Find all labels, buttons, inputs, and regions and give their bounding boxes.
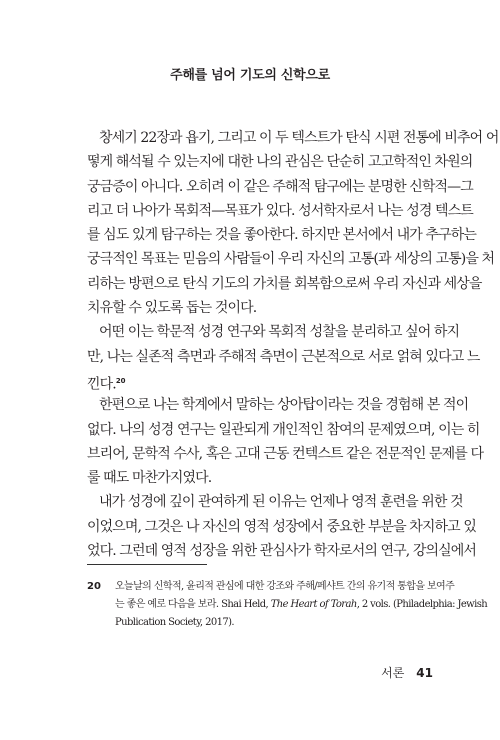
text-line-with-footnote xyxy=(87,369,432,393)
text-line: 리하는 방편으로 탄식 기도의 가치를 회복함으로써 우리 자신과 세상을 xyxy=(87,275,482,292)
text-line: 룰 때도 마찬가지였다. xyxy=(87,470,212,487)
footnote-line-start: 는 좋은 예로 다음을 보라. Shai Held, xyxy=(115,599,271,610)
footnote-divider xyxy=(87,564,207,565)
text-line: 리고 더 나아가 목회적—목표가 있다. 성서학자로서 나는 성경 텍스트 xyxy=(87,202,473,219)
main-text xyxy=(87,126,499,563)
text-line: 치유할 수 있도록 돕는 것이다. xyxy=(87,300,257,317)
text-line: 어떤 이는 학문적 성경 연구와 목회적 성찰을 분리하고 싶어 하지 xyxy=(99,324,460,341)
running-title: 주해를 넘어 기도의 신학으로 xyxy=(170,68,330,83)
text-line: 궁금증이 아니다. 오히려 이 같은 주해적 탐구에는 분명한 신학적—그 xyxy=(87,178,473,195)
text-line: 었다. 그런데 영적 성장을 위한 관심사가 학자로서의 연구, 강의실에서 xyxy=(87,543,476,560)
page-footer xyxy=(0,664,433,681)
text-line: 낀다. xyxy=(87,376,116,393)
section-name: 서론 xyxy=(381,666,405,680)
text-line: 창세기 22장과 욥기, 그리고 이 두 텍스트가 탄식 시편 전통에 비추어 어 xyxy=(99,130,499,146)
footnote-line: Publication Society, 2017). xyxy=(115,617,235,628)
book-title: The Heart of Torah xyxy=(270,599,357,610)
text-line: 브리어, 문학적 수사, 혹은 고대 근동 컨텍스트 같은 전문적인 문제를 다 xyxy=(87,445,484,462)
text-line: 떻게 해석될 수 있는지에 대한 나의 관심은 단순히 고고학적인 차원의 xyxy=(87,154,473,171)
page-number: 41 xyxy=(416,666,433,680)
text-line: 내가 성경에 깊이 관여하게 된 이유는 언제나 영적 훈련을 위한 것 xyxy=(99,494,463,511)
text-line: 없다. 나의 성경 연구는 일관되게 개인적인 참여의 문제였으며, 이는 히 xyxy=(87,421,480,438)
text-line: 궁극적인 목표는 믿음의 사람들이 우리 자신의 고통(과 세상의 고통)을 처 xyxy=(87,251,495,268)
footnote-line-end: , 2 vols. (Philadelphia: Jewish xyxy=(356,599,488,610)
text-line: 한편으로 나는 학계에서 말하는 상아탑이라는 것을 경험해 본 적이 xyxy=(99,397,469,414)
footnote-line xyxy=(115,596,488,614)
footnote-line: 오늘날의 신학적, 윤리적 관심에 대한 강조와 주해/페샤트 간의 유기적 통합을 보여주 xyxy=(115,581,455,592)
text-line: 만, 나는 실존적 측면과 주해적 측면이 근본적으로 서로 얽혀 있다고 느 xyxy=(87,348,480,365)
text-line: 를 심도 있게 탐구하는 것을 좋아한다. 하지만 본서에서 내가 추구하는 xyxy=(87,227,476,244)
footnote-number: 20 xyxy=(87,581,101,592)
text-line: 이었으며, 그것은 나 자신의 영적 성장에서 중요한 부분을 차지하고 있 xyxy=(87,518,476,535)
footnote-text xyxy=(115,578,488,632)
footnote-reference: 20 xyxy=(115,376,126,385)
